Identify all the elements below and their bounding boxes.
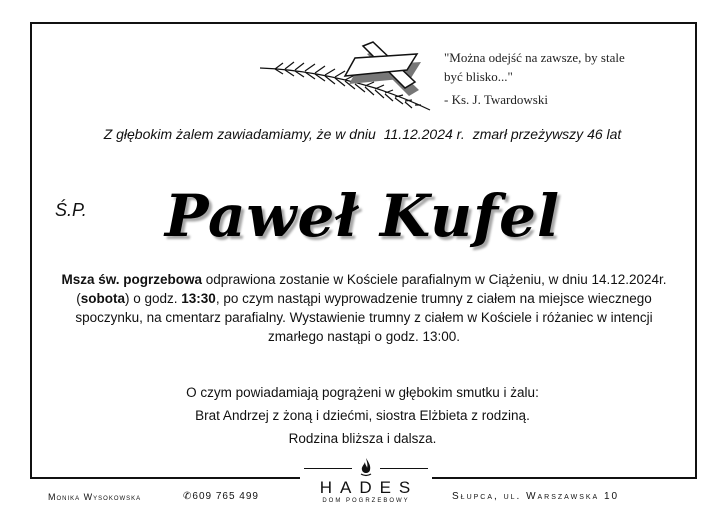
details-time: 13:30 — [181, 291, 216, 306]
announcement-prefix: Z głębokim żalem zawiadamiamy, że w dniu — [103, 126, 376, 142]
flame-icon — [358, 457, 374, 477]
mass-label: Msza św. pogrzebowa — [61, 272, 202, 287]
details-part-2: ) o godz. — [125, 291, 182, 306]
logo-rule-right — [380, 468, 428, 469]
funeral-details — [55, 270, 673, 346]
deceased-name: Paweł Kufel — [164, 182, 561, 250]
footer-phone: ✆609 765 499 — [183, 491, 259, 502]
cross-with-palm-icon — [255, 40, 445, 118]
quote-block — [444, 48, 684, 109]
details-part-3: , po czym nastąpi wyprowadzenie trumny z ciałem na miejsce wiecznego spoczynku, na cmentarz parafialny. Wystawienie trumny z ciałem w Kościele i różaniec w intencji zmarłego nastąpi o godz. 13:00. — [75, 291, 653, 344]
hades-logo — [300, 455, 432, 513]
closing-line-2: Brat Andrzej z żoną i dziećmi, siostra Elżbieta z rodziną. — [195, 408, 530, 423]
logo-subtitle: DOM POGRZEBOWY — [322, 498, 410, 504]
details-day: sobota — [80, 291, 125, 306]
announcement — [0, 126, 725, 142]
footer-owner: Monika Wysokowska — [48, 492, 142, 502]
details-part-1: odprawiona zostanie w Kościele parafialnym w Ciążeniu, w dniu 14.12.2024r. ( — [76, 272, 667, 306]
quote-author: - Ks. J. Twardowski — [444, 92, 548, 107]
closing-line-3: Rodzina bliższa i dalsza. — [288, 431, 437, 446]
closing-block — [0, 381, 725, 450]
sp-label: Ś.P. — [55, 200, 87, 220]
logo-rule-left — [304, 468, 352, 469]
announcement-date: 11.12.2024 r. — [383, 126, 465, 142]
logo-name: HADES — [319, 478, 419, 497]
closing-line-1: O czym powiadamiają pogrążeni w głębokim smutku i żalu: — [186, 385, 539, 400]
footer-address: Słupca, ul. Warszawska 10 — [452, 491, 620, 502]
quote-line-2: być blisko..." — [444, 69, 513, 84]
quote-line-1: "Można odejść na zawsze, by stale — [444, 50, 625, 65]
announcement-suffix: zmarł przeżywszy 46 lat — [472, 126, 622, 142]
